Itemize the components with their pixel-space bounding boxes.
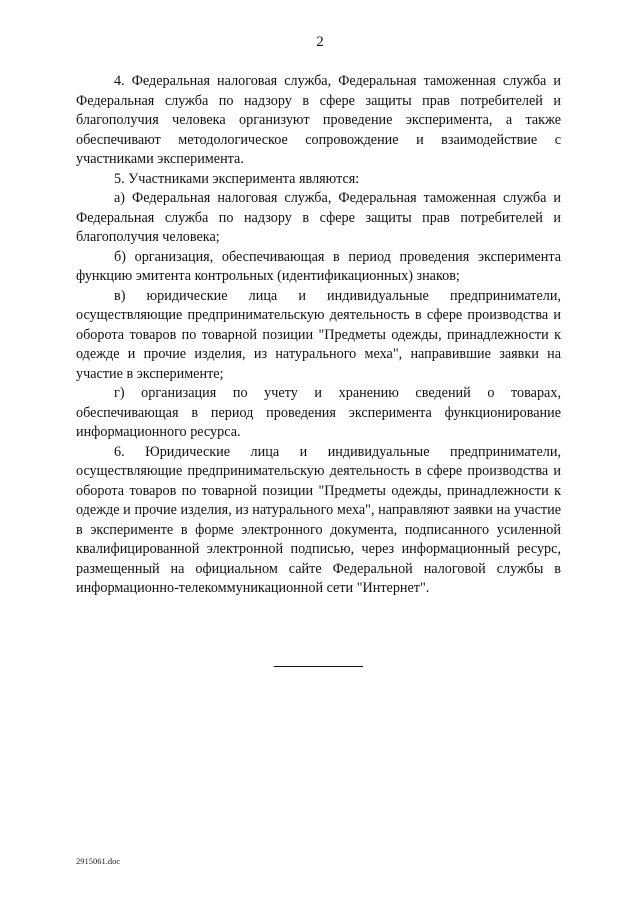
paragraph-5a: а) Федеральная налоговая служба, Федеральная таможенная служба и Федеральная служба по надзору в сфере защиты прав потребителей и благополучия человека; bbox=[76, 190, 561, 245]
document-body bbox=[76, 72, 561, 599]
paragraph-5b: б) организация, обеспечивающая в период проведения эксперимента функцию эмитента контрольных (идентификационных) знаков; bbox=[76, 248, 561, 284]
paragraph-5: 5. Участниками эксперимента являются: bbox=[114, 170, 360, 187]
footer-file-name: 2915061.doc bbox=[76, 856, 121, 866]
paragraph-6: 6. Юридические лица и индивидуальные предприниматели, осуществляющие предпринимательскую деятельность в сфере производства и оборота товаров по товарной позиции "Предметы одежды, принадлежности к одежде и прочие изделия, из натурального меха", направляют заявки на участие в эксперименте в форме электронного документа, подписанного усиленной квалифицированной электронной подписью, через информационный ресурс, размещенный на официальном сайте Федеральной налоговой службы в информационно-телекоммуникационной сети "Интернет". bbox=[76, 443, 561, 596]
paragraph-5v: в) юридические лица и индивидуальные предприниматели, осуществляющие предпринимательскую деятельность в сфере производства и оборота товаров по товарной позиции "Предметы одежды, принадлежности к одежде и прочие изделия, из натурального меха", направившие заявки на участие в эксперименте; bbox=[76, 287, 561, 382]
paragraph-4: 4. Федеральная налоговая служба, Федеральная таможенная служба и Федеральная служба по надзору в сфере защиты прав потребителей и благополучия человека организуют проведение эксперимента, а также обеспечивают методологическое сопровождение и взаимодействие с участниками эксперимента. bbox=[76, 73, 561, 167]
page-number: 2 bbox=[316, 34, 324, 50]
end-separator-line bbox=[274, 666, 363, 667]
paragraph-5g: г) организация по учету и хранению сведений о товарах, обеспечивающая в период проведения эксперимента функционирование информационного ресурса. bbox=[76, 385, 561, 440]
